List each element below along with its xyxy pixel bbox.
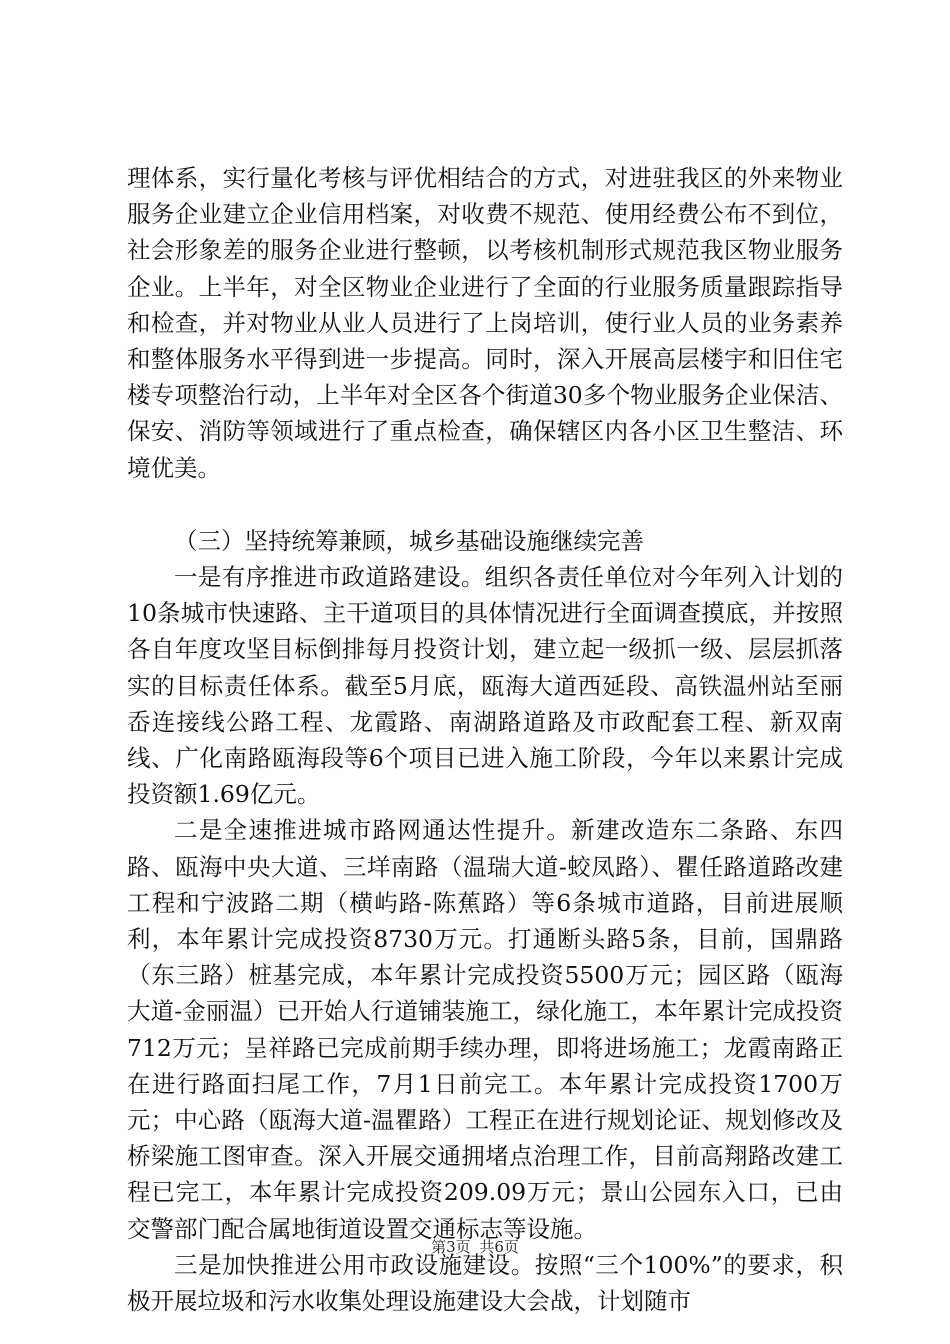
page-footer <box>0 1237 950 1257</box>
page-total: 共6页 <box>479 1238 519 1256</box>
document-body <box>127 160 843 1319</box>
section-heading-infrastructure: （三）坚持统筹兼顾，城乡基础设施继续完善 <box>174 526 644 555</box>
paragraph-public-facilities: 三是加快推进公用市政设施建设。按照“三个100%”的要求，积极开展垃圾和污水收集处理设施建设大会战，计划随市 <box>127 1250 843 1316</box>
paragraph-road-network: 二是全速推进城市路网通达性提升。新建改造东二条路、东四路、瓯海中央大道、三垟南路（温瑞大道-蛟凤路）、瞿任路道路改建工程和宁波路二期（横屿路-陈蕉路）等6条城市道路，目前进展顺利，本年累计完成投资8730万元。打通断头路5条，目前，国鼎路（东三路）桩基完成，本年累计完成投资5500万元；园区路（瓯海大道-金丽温）已开始人行道铺装施工，绿化施工，本年累计完成投资712万元；呈祥路已完成前期手续办理，即将进场施工；龙霞南路正在进行路面扫尾工作，7月1日前完工。本年累计完成投资1700万元；中心路（瓯海大道-温瞿路）工程正在进行规划论证、规划修改及桥梁施工图审查。深入开展交通拥堵点治理工作，目前高翔路改建工程已完工，本年累计完成投资209.09万元；景山公园东入口，已由交警部门配合属地街道设置交通标志等设施。 <box>127 816 843 1243</box>
page-number: 第3页 <box>431 1238 471 1256</box>
paragraph-municipal-roads: 一是有序推进市政道路建设。组织各责任单位对今年列入计划的10条城市快速路、主干道项目的具体情况进行全面调查摸底，并按照各自年度攻坚目标倒排每月投资计划，建立起一级抓一级、层层抓落实的目标责任体系。截至5月底，瓯海大道西延段、高铁温州站至丽岙连接线公路工程、龙霞路、南湖路道路及市政配套工程、新双南线、广化南路瓯海段等6个项目已进入施工阶段，今年以来累计完成投资额1.69亿元。 <box>127 563 843 809</box>
paragraph-property-management: 理体系，实行量化考核与评优相结合的方式，对进驻我区的外来物业服务企业建立企业信用档案，对收费不规范、使用经费公布不到位，社会形象差的服务企业进行整顿，以考核机制形式规范我区物业服务企业。上半年，对全区物业企业进行了全面的行业服务质量跟踪指导和检查，并对物业从业人员进行了上岗培训，使行业人员的业务素养和整体服务水平得到进一步提高。同时，深入开展高层楼宇和旧住宅楼专项整治行动，上半年对全区各个街道30多个物业服务企业保洁、保安、消防等领域进行了重点检查，确保辖区内各小区卫生整洁、环境优美。 <box>127 164 843 482</box>
